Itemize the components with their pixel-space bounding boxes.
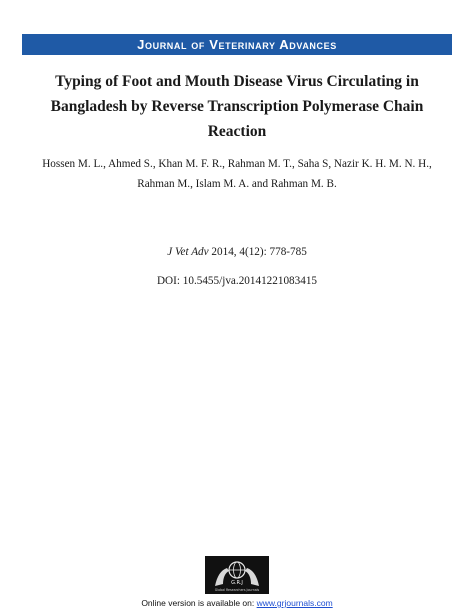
author-line: Hossen M. L., Ahmed S., Khan M. F. R., Rahman M. T., Saha S, Nazir K. H. M. N. H., xyxy=(42,158,432,170)
journal-banner xyxy=(22,34,452,55)
author-list xyxy=(20,154,454,194)
publisher-logo xyxy=(205,556,269,594)
footer-prefix: Online version is available on: xyxy=(141,598,257,608)
journal-website-link[interactable]: www.grjournals.com xyxy=(256,598,333,608)
footer-availability xyxy=(20,597,454,609)
title-line: Reaction xyxy=(207,123,267,140)
journal-abbreviation: J Vet Adv xyxy=(167,246,209,258)
author-line: Rahman M., Islam M. A. and Rahman M. B. xyxy=(137,178,337,190)
svg-text:G.R.J: G.R.J xyxy=(231,580,243,586)
journal-name: Journal of Veterinary Advances xyxy=(137,37,337,52)
svg-text:Global Researchers Journals: Global Researchers Journals xyxy=(214,588,260,592)
citation-details: 2014, 4(12): 778-785 xyxy=(208,246,307,258)
title-line: Bangladesh by Reverse Transcription Polymerase Chain xyxy=(50,98,424,115)
doi[interactable]: DOI: 10.5455/jva.20141221083415 xyxy=(156,275,318,287)
article-title xyxy=(20,69,454,144)
grj-emblem-icon xyxy=(205,556,269,594)
citation xyxy=(20,244,454,260)
title-line: Typing of Foot and Mouth Disease Virus Circulating in xyxy=(55,73,419,90)
